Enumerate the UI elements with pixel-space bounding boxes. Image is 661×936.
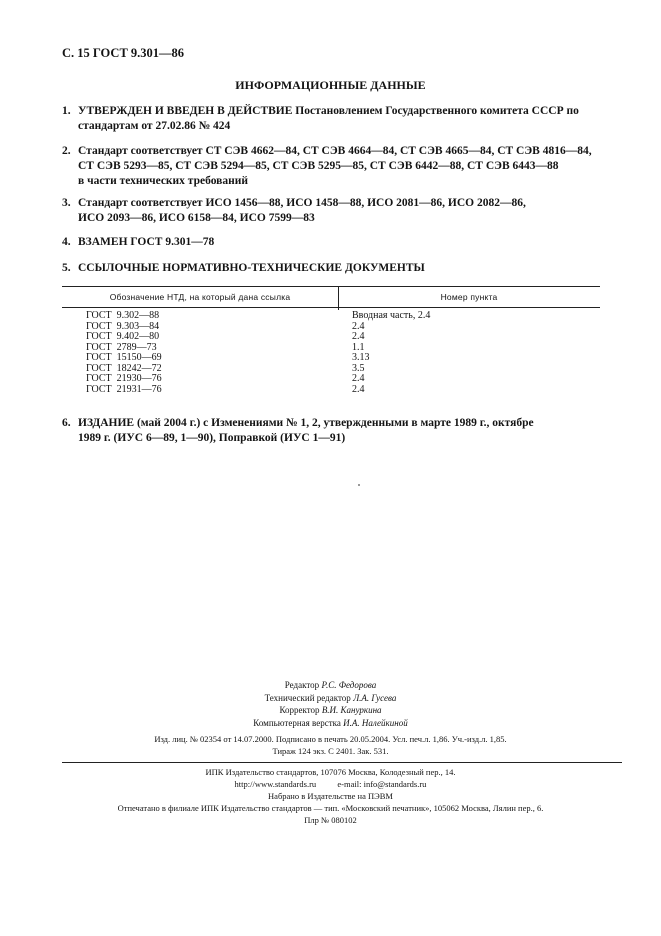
item-line: ВЗАМЕН ГОСТ 9.301—78 [78,236,215,248]
item-number: 4. [62,236,71,248]
cell-clause: 2.4 [352,320,365,332]
table-row [62,385,600,396]
cell-clause: 2.4 [352,373,365,384]
item-line: стандартам от 27.02.86 № 424 [78,120,231,132]
cell-designation: ГОСТ 21930—76 [86,373,162,384]
credit-role: Технический редактор [264,692,354,703]
credit-role: Компьютерная верстка [253,717,344,728]
imprint-line: Отпечатано в филиале ИПК Издательство стандартов — тип. «Московский печатник», 105062 Москва, Лялин пер., 6. [117,803,544,813]
publication-line: Изд. лиц. № 02354 от 14.07.2000. Подписано в печать 20.05.2004. Усл. печ.л. 1,86. Уч.-изд.л. 1,85. [154,734,507,744]
cell-clause: 3.5 [352,362,365,374]
item-line: Стандарт соответствует СТ СЭВ 4662—84, СТ СЭВ 4664—84, СТ СЭВ 4665—84, СТ СЭВ 4816—84, [78,145,592,157]
item-line: 1989 г. (ИУС 6—89, 1—90), Поправкой (ИУС 1—91) [78,432,346,444]
info-item-1 [62,104,607,134]
info-item-3 [62,196,607,226]
table-body [62,308,600,395]
table-header-designation: Обозначение НТД, на который дана ссылка [62,287,339,307]
table-header-clause: Номер пункта [440,292,498,302]
credit-person: В.И. Кануркина [321,705,382,715]
credit-person: Р.С. Федорова [321,680,377,690]
divider-line [62,762,622,763]
imprint-line: http://www.standards.ru e-mail: info@standards.ru [234,779,427,789]
table-row [62,311,600,322]
item-number: 3. [62,197,71,209]
table-row [62,332,600,343]
item-line: ССЫЛОЧНЫЕ НОРМАТИВНО-ТЕХНИЧЕСКИЕ ДОКУМЕНТЫ [78,262,425,274]
credit-editor [0,679,661,692]
cell-designation: ГОСТ 15150—69 [86,352,162,363]
cell-clause: 3.13 [352,352,370,363]
credit-person: И.А. Налейкиной [343,717,408,728]
section-title: ИНФОРМАЦИОННЫЕ ДАННЫЕ [235,78,426,92]
page-header: С. 15 ГОСТ 9.301—86 [62,46,185,60]
cell-designation: ГОСТ 9.302—88 [86,310,160,321]
imprint-line: Плр № 080102 [304,815,357,825]
publication-line: Тираж 124 экз. С 2401. Зак. 531. [272,745,389,756]
item-line: Стандарт соответствует ИСО 1456—88, ИСО 1458—88, ИСО 2081—86, ИСО 2082—86, [78,197,526,209]
imprint-line: Набрано в Издательстве на ПЭВМ [268,791,393,801]
references-table [62,286,600,395]
info-item-4 [62,235,607,250]
cell-designation: ГОСТ 2789—73 [86,341,157,353]
cell-designation: ГОСТ 21931—76 [86,383,162,395]
stray-mark [358,484,360,486]
item-line: СТ СЭВ 5293—85, СТ СЭВ 5294—85, СТ СЭВ 5295—85, СТ СЭВ 6442—88, СТ СЭВ 6443—88 [78,160,559,172]
table-row [62,353,600,364]
cell-clause: 2.4 [352,331,365,342]
item-number: 1. [62,105,71,117]
credit-proofreader [0,704,661,717]
item-number: 2. [62,145,71,157]
cell-designation: ГОСТ 9.402—80 [86,331,160,342]
info-item-5 [62,261,607,276]
imprint [0,766,661,826]
credit-role: Корректор [279,705,322,715]
table-row [62,374,600,385]
item-line: в части технических требований [78,175,249,187]
cell-designation: ГОСТ 18242—72 [86,362,162,374]
imprint-line: ИПК Издательство стандартов, 107076 Москва, Колодезный пер., 14. [205,767,456,777]
item-number: 6. [62,417,71,429]
credit-person: Л.А. Гусева [353,692,397,703]
cell-clause: Вводная часть, 2.4 [352,310,431,321]
publication-details [0,734,661,757]
cell-clause: 1.1 [352,341,365,353]
credit-role: Редактор [284,680,322,690]
cell-designation: ГОСТ 9.303—84 [86,320,160,332]
cell-clause: 2.4 [352,383,365,395]
item-line: УТВЕРЖДЕН И ВВЕДЕН В ДЕЙСТВИЕ Постановлением Государственного комитета СССР по [78,105,579,117]
item-line: ИЗДАНИЕ (май 2004 г.) с Изменениями № 1, 2, утвержденными в марте 1989 г., октябре [78,417,534,429]
info-item-2 [62,144,607,189]
info-item-6 [62,416,607,446]
item-number: 5. [62,262,71,274]
table-header-row [62,287,600,308]
item-line: ИСО 2093—86, ИСО 6158—84, ИСО 7599—83 [78,212,315,224]
credit-tech-editor [0,692,661,705]
credit-layout [0,717,661,730]
editorial-credits [0,679,661,729]
